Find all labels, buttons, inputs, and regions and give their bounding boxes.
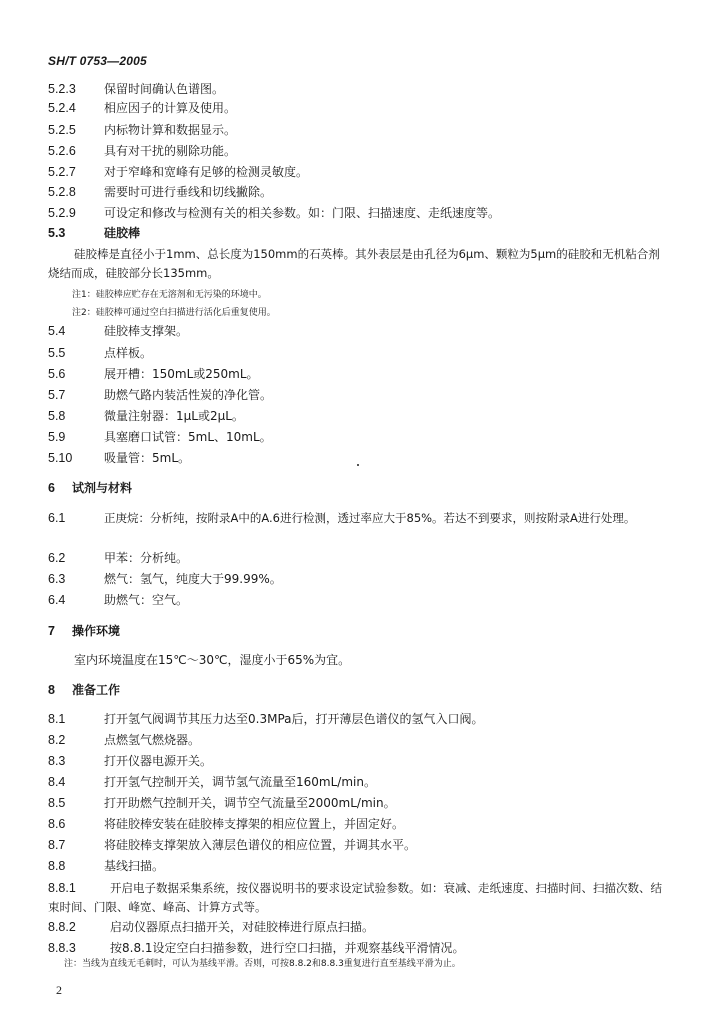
page-number: 2: [56, 983, 62, 997]
clause-text: 保留时间确认色谱图。: [104, 82, 225, 96]
clause-number: 8.2: [48, 733, 66, 747]
standard-code-header: SH/T 0753—2005: [48, 54, 147, 68]
paragraph: 室内环境温度在15℃～30℃，湿度小于65%为宜。: [74, 653, 351, 667]
list-item: [48, 773, 376, 791]
list-item: [48, 731, 200, 749]
note: 注1：硅胶棒应贮存在无溶剂和无污染的环境中。: [72, 290, 267, 300]
clause-text: 相应因子的计算及使用。: [104, 101, 237, 115]
clause-text: 正庚烷：分析纯，按附录A中的A.6进行检测，透过率应大于85%。若达不到要求，则按附录A进行处理。: [104, 511, 636, 525]
list-item: [48, 794, 396, 812]
clause-text: 将硅胶棒支撑架放入薄层色谱仪的相应位置，并调其水平。: [104, 838, 417, 852]
clause-number: 5.2.8: [48, 185, 76, 199]
list-item: [48, 386, 272, 404]
list-item: [48, 815, 404, 833]
list-item: [48, 449, 190, 467]
clause-text: 助燃气：空气。: [104, 593, 189, 607]
list-item: [48, 322, 188, 340]
list-item: [48, 183, 272, 201]
list-item: [48, 428, 272, 446]
clause-text: 助燃气路内装活性炭的净化管。: [104, 388, 273, 402]
clause-number: 5.9: [48, 430, 66, 444]
clause-text: 吸量管：5mL。: [104, 451, 191, 465]
clause-text: 内标物计算和数据显示。: [104, 123, 237, 137]
clause-number: 6.2: [48, 551, 66, 565]
clause-number: 8.7: [48, 838, 66, 852]
clause-number: 8.8.3: [48, 941, 76, 955]
clause-number: 5.4: [48, 324, 66, 338]
section-title: 准备工作: [72, 683, 121, 697]
clause-number: 8.1: [48, 712, 66, 726]
clause-number: 5.3: [48, 226, 66, 240]
clause-number: 5.2.5: [48, 123, 76, 137]
list-item: [48, 80, 224, 98]
clause-number: 8.8.2: [48, 920, 76, 934]
clause-number: 8.5: [48, 796, 66, 810]
clause-text: 对于窄峰和宽峰有足够的检测灵敏度。: [104, 165, 309, 179]
clause-number: 6.1: [48, 511, 66, 525]
note: 注2：硅胶棒可通过空白扫描进行活化后重复使用。: [72, 308, 276, 318]
list-item: [48, 836, 416, 854]
clause-number: 5.2.4: [48, 101, 76, 115]
clause-number: 5.2.3: [48, 82, 76, 96]
list-item: [48, 918, 374, 936]
clause-text: 燃气：氢气，纯度大于99.99%。: [104, 572, 282, 586]
list-item: [48, 344, 152, 362]
list-item: [48, 591, 188, 609]
note: 注：当线为直线无毛刺时，可认为基线平滑。否则，可按8.8.2和8.8.3重复进行直至基线平滑为止。: [64, 959, 461, 969]
clause-number: 8.4: [48, 775, 66, 789]
list-item: [48, 121, 236, 139]
clause-number: 5.2.9: [48, 206, 76, 220]
clause-text: 按8.8.1设定空白扫描参数，进行空口扫描，并观察基线平滑情况。: [110, 941, 465, 955]
list-item: [48, 939, 465, 957]
section-title: 操作环境: [72, 624, 121, 638]
paragraph: 硅胶棒是直径小于1mm、总长度为150mm的石英棒。其外表层是由孔径为6μm、颗粒为5μm的硅胶和无机粘合剂烧结而成，硅胶部分长135mm。: [48, 247, 660, 280]
clause-text: 打开氢气阀调节其压力达至0.3MPa后，打开薄层色谱仪的氢气入口阀。: [104, 712, 484, 726]
clause-number: 8: [48, 683, 55, 697]
clause-text: 开启电子数据采集系统，按仪器说明书的要求设定试验参数。如：衰减、走纸速度、扫描时间、扫描次数、结束时间、门限、峰宽、峰高、计算方式等。: [48, 881, 662, 914]
list-item: [48, 407, 244, 425]
section-title: 试剂与材料: [72, 481, 133, 495]
clause-text: 打开氢气控制开关，调节氢气流量至160mL/min。: [104, 775, 376, 789]
clause-text: 基线扫描。: [104, 859, 165, 873]
section-heading: [48, 681, 120, 699]
clause-number: 5.10: [48, 451, 73, 465]
clause-text: 将硅胶棒安装在硅胶棒支撑架的相应位置上，并固定好。: [104, 817, 405, 831]
clause-number: 6.4: [48, 593, 66, 607]
clause-number: 8.3: [48, 754, 66, 768]
clause-number: 7: [48, 624, 55, 638]
list-item: [48, 857, 164, 875]
section-heading: [48, 224, 140, 242]
clause-text: 甲苯：分析纯。: [104, 551, 189, 565]
paragraph: [48, 509, 663, 528]
clause-text: 启动仪器原点扫描开关，对硅胶棒进行原点扫描。: [110, 920, 375, 934]
clause-number: 8.6: [48, 817, 66, 831]
clause-text: 微量注射器：1μL或2μL。: [104, 409, 244, 423]
clause-text: 点样板。: [104, 346, 153, 360]
list-item: [48, 163, 308, 181]
section-heading: [48, 479, 132, 497]
clause-text: 打开助燃气控制开关，调节空气流量至2000mL/min。: [104, 796, 396, 810]
clause-text: 具塞磨口试管：5mL、10mL。: [104, 430, 272, 444]
list-item: [48, 710, 484, 728]
clause-number: 5.7: [48, 388, 66, 402]
scan-speck: [357, 464, 359, 466]
paragraph: [48, 879, 663, 917]
clause-number: 8.8.1: [48, 881, 76, 895]
clause-text: 展开槽：150mL或250mL。: [104, 367, 259, 381]
clause-number: 5.5: [48, 346, 66, 360]
clause-number: 6: [48, 481, 55, 495]
list-item: [48, 365, 259, 383]
clause-text: 具有对干扰的剔除功能。: [104, 144, 237, 158]
clause-number: 5.2.7: [48, 165, 76, 179]
list-item: [48, 570, 282, 588]
clause-text: 可设定和修改与检测有关的相关参数。如：门限、扫描速度、走纸速度等。: [104, 206, 501, 220]
list-item: [48, 549, 188, 567]
clause-number: 5.6: [48, 367, 66, 381]
clause-number: 6.3: [48, 572, 66, 586]
list-item: [48, 142, 236, 160]
clause-text: 打开仪器电源开关。: [104, 754, 213, 768]
list-item: [48, 204, 500, 222]
clause-text: 硅胶棒支撑架。: [104, 324, 189, 338]
section-title: 硅胶棒: [104, 226, 141, 240]
clause-number: 5.8: [48, 409, 66, 423]
clause-number: 5.2.6: [48, 144, 76, 158]
clause-text: 点燃氢气燃烧器。: [104, 733, 201, 747]
clause-text: 需要时可进行垂线和切线撇除。: [104, 185, 273, 199]
list-item: [48, 99, 236, 117]
list-item: [48, 752, 212, 770]
section-heading: [48, 622, 120, 640]
clause-number: 8.8: [48, 859, 66, 873]
